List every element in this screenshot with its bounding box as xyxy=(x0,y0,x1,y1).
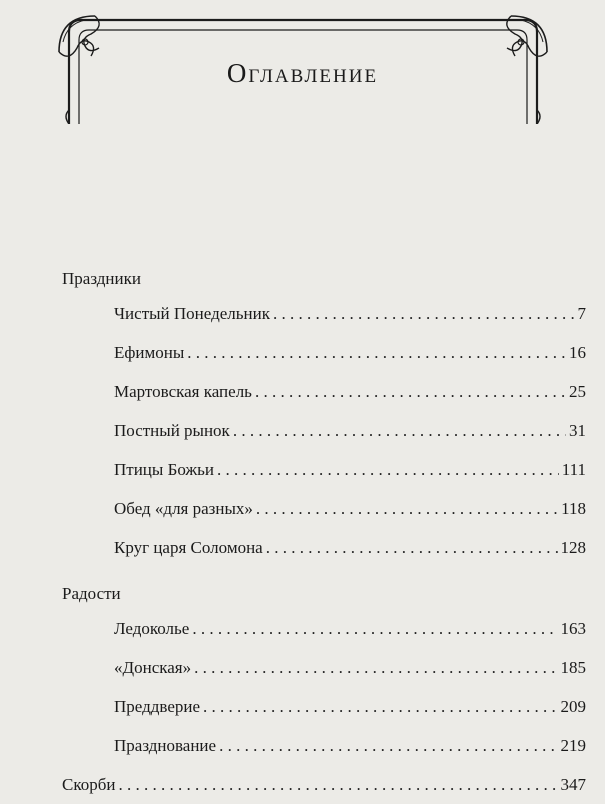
toc-entry-label: Ледоколье xyxy=(114,619,190,638)
leader-dots xyxy=(203,687,557,726)
toc-entry-page: 163 xyxy=(560,619,586,638)
toc-entry-page: 16 xyxy=(569,343,586,362)
toc-entry-label: Празднование xyxy=(114,736,217,755)
toc-entry[interactable] xyxy=(62,609,586,648)
leader-dots xyxy=(192,609,557,648)
page-title: Оглавление xyxy=(226,58,379,88)
leader-dots xyxy=(194,648,557,687)
toc-entry[interactable] xyxy=(62,687,586,726)
section-joys xyxy=(62,579,586,765)
toc-entry-label: Мартовская капель xyxy=(114,382,252,401)
toc-entry-page: 7 xyxy=(577,304,586,323)
section-title: Радости xyxy=(62,584,121,603)
toc-entry[interactable] xyxy=(62,528,586,567)
toc-entry-label: Преддверие xyxy=(114,697,201,716)
section-gap xyxy=(62,567,586,579)
toc-entry[interactable] xyxy=(62,372,586,411)
leader-dots xyxy=(233,411,566,450)
toc-entry-label: Обед «для разных» xyxy=(114,499,253,518)
toc-entry[interactable] xyxy=(62,726,586,765)
toc-entry-page: 128 xyxy=(560,538,586,557)
section-holidays xyxy=(62,264,586,567)
toc-entry-page: 118 xyxy=(561,499,586,518)
toc-entry-label: Скорби xyxy=(62,775,116,794)
toc-entry-page: 31 xyxy=(569,421,586,440)
toc-entry[interactable] xyxy=(62,333,586,372)
leader-dots xyxy=(219,726,557,765)
toc-entry-page: 347 xyxy=(560,775,586,794)
table-of-contents xyxy=(62,264,586,804)
toc-entry[interactable] xyxy=(62,489,586,528)
section-title: Праздники xyxy=(62,269,141,288)
toc-entry-label: Постный рынок xyxy=(114,421,230,440)
leader-dots xyxy=(256,489,558,528)
toc-entry[interactable] xyxy=(62,411,586,450)
leader-dots xyxy=(118,765,557,804)
toc-entry[interactable] xyxy=(62,294,586,333)
toc-entry-label: Чистый Понедельник xyxy=(114,304,270,323)
toc-entry-page: 209 xyxy=(560,697,586,716)
toc-entry-label: Птицы Божьи xyxy=(114,460,215,479)
toc-entry[interactable] xyxy=(62,450,586,489)
toc-entry-page: 111 xyxy=(561,460,586,479)
leader-dots xyxy=(217,450,559,489)
toc-entry-page: 25 xyxy=(569,382,586,401)
leader-dots xyxy=(273,294,575,333)
toc-entry-page: 185 xyxy=(560,658,586,677)
toc-entry-sorrows[interactable] xyxy=(62,765,586,804)
toc-entry-label: Ефимоны xyxy=(114,343,185,362)
leader-dots xyxy=(187,333,566,372)
toc-entry-label: «Донская» xyxy=(114,658,192,677)
leader-dots xyxy=(255,372,566,411)
leader-dots xyxy=(266,528,558,567)
toc-entry-page: 219 xyxy=(560,736,586,755)
toc-entry-label: Круг царя Соломона xyxy=(114,538,263,557)
toc-entry[interactable] xyxy=(62,648,586,687)
